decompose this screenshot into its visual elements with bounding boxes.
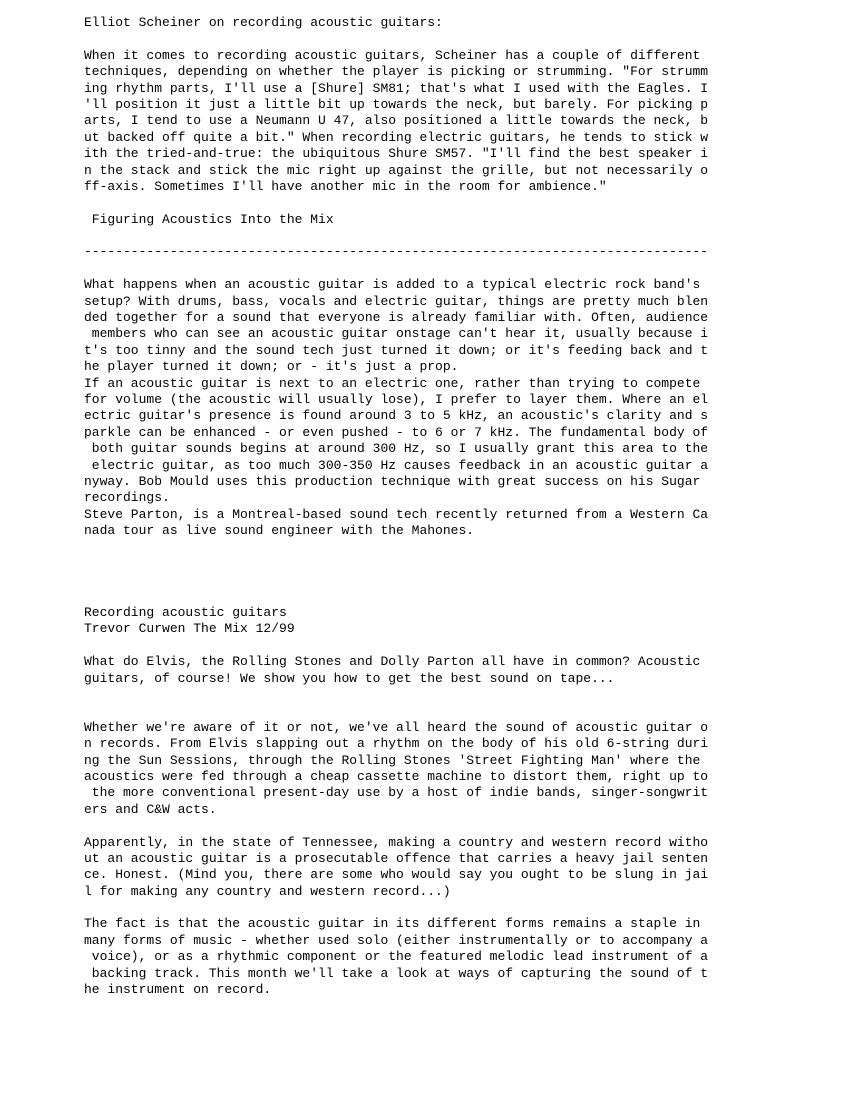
text-line: ut backed off quite a bit." When recording electric guitars, he tends to stick w [84,129,709,145]
blank-line [84,228,784,244]
text-line: parkle can be enhanced - or even pushed - to 6 or 7 kHz. The fundamental body of [84,424,709,440]
text-line: The fact is that the acoustic guitar in its different forms remains a staple in [84,916,701,932]
blank-line [84,31,784,47]
text-line: both guitar sounds begins at around 300 Hz, so I usually grant this area to the [84,441,709,457]
text-line: he player turned it down; or - it's just a prop. [84,359,459,375]
blank-line [84,261,784,277]
blank-line [84,556,784,572]
blank-line [84,703,784,719]
blank-line [84,818,784,834]
text-line: Whether we're aware of it or not, we've all heard the sound of acoustic guitar o [84,719,709,735]
text-line: guitars, of course! We show you how to get the best sound on tape... [84,670,615,686]
text-line: When it comes to recording acoustic guitars, Scheiner has a couple of different [84,47,701,63]
text-line: ith the tried-and-true: the ubiquitous Shure SM57. "I'll find the best speaker i [84,146,709,162]
blank-line [84,900,784,916]
text-line: many forms of music - whether used solo (either instrumentally or to accompany a [84,932,709,948]
text-line: ng the Sun Sessions, through the Rolling Stones 'Street Fighting Man' where the [84,752,701,768]
article-byline: Trevor Curwen The Mix 12/99 [84,621,295,637]
text-line: electric guitar, as too much 300-350 Hz causes feedback in an acoustic guitar a [84,457,709,473]
text-line: backing track. This month we'll take a look at ways of capturing the sound of t [84,965,709,981]
text-line: ff-axis. Sometimes I'll have another mic in the room for ambience." [84,178,607,194]
text-line: 'll position it just a little bit up towards the neck, but barely. For picking p [84,96,709,112]
blank-line [84,638,784,654]
text-line: recordings. [84,490,170,506]
text-line: members who can see an acoustic guitar onstage can't hear it, usually because i [84,326,709,342]
text-line: What happens when an acoustic guitar is added to a typical electric rock band's [84,277,701,293]
blank-line [84,589,784,605]
text-line: What do Elvis, the Rolling Stones and Dolly Parton all have in common? Acoustic [84,654,701,670]
text-line: for volume (the acoustic will usually lose), I prefer to layer them. Where an el [84,391,709,407]
text-line: nyway. Bob Mould uses this production technique with great success on his Sugar [84,473,701,489]
text-line: acoustics were fed through a cheap cassette machine to distort them, right up to [84,768,709,784]
text-line: setup? With drums, bass, vocals and electric guitar, things are pretty much blen [84,293,709,309]
text-line: nada tour as live sound engineer with the Mahones. [84,523,475,539]
text-line: voice), or as a rhythmic component or the featured melodic lead instrument of a [84,949,709,965]
text-line: Steve Parton, is a Montreal-based sound tech recently returned from a Western Ca [84,506,709,522]
text-line: he instrument on record. [84,982,272,998]
document-page [84,15,784,998]
divider-line: -------------------------------------------------------------------------------- [84,244,709,260]
text-line: If an acoustic guitar is next to an electric one, rather than trying to compete [84,375,701,391]
blank-line [84,540,784,556]
article-title: Recording acoustic guitars [84,605,287,621]
blank-line [84,195,784,211]
section-heading: Elliot Scheiner on recording acoustic guitars: [84,15,443,30]
text-line: n the stack and stick the mic right up against the grille, but not necessarily o [84,162,709,178]
text-line: n records. From Elvis slapping out a rhythm on the body of his old 6-string duri [84,736,709,752]
text-line: the more conventional present-day use by a host of indie bands, singer-songwrit [84,785,709,801]
text-line: ut an acoustic guitar is a prosecutable offence that carries a heavy jail senten [84,850,709,866]
text-line: Apparently, in the state of Tennessee, making a country and western record witho [84,834,709,850]
section-heading: Figuring Acoustics Into the Mix [84,211,334,227]
text-line: ectric guitar's presence is found around 3 to 5 kHz, an acoustic's clarity and s [84,408,709,424]
text-line: ded together for a sound that everyone is already familiar with. Often, audience [84,310,709,326]
text-line: ers and C&W acts. [84,801,217,817]
text-line: ing rhythm parts, I'll use a [Shure] SM81; that's what I used with the Eagles. I [84,80,709,96]
text-line: ce. Honest. (Mind you, there are some who would say you ought to be slung in jai [84,867,709,883]
text-line: l for making any country and western record...) [84,883,451,899]
text-line: t's too tinny and the sound tech just turned it down; or it's feeding back and t [84,342,709,358]
blank-line [84,687,784,703]
text-line: techniques, depending on whether the player is picking or strumming. "For strumm [84,64,709,80]
blank-line [84,572,784,588]
text-line: arts, I tend to use a Neumann U 47, also positioned a little towards the neck, b [84,113,709,129]
